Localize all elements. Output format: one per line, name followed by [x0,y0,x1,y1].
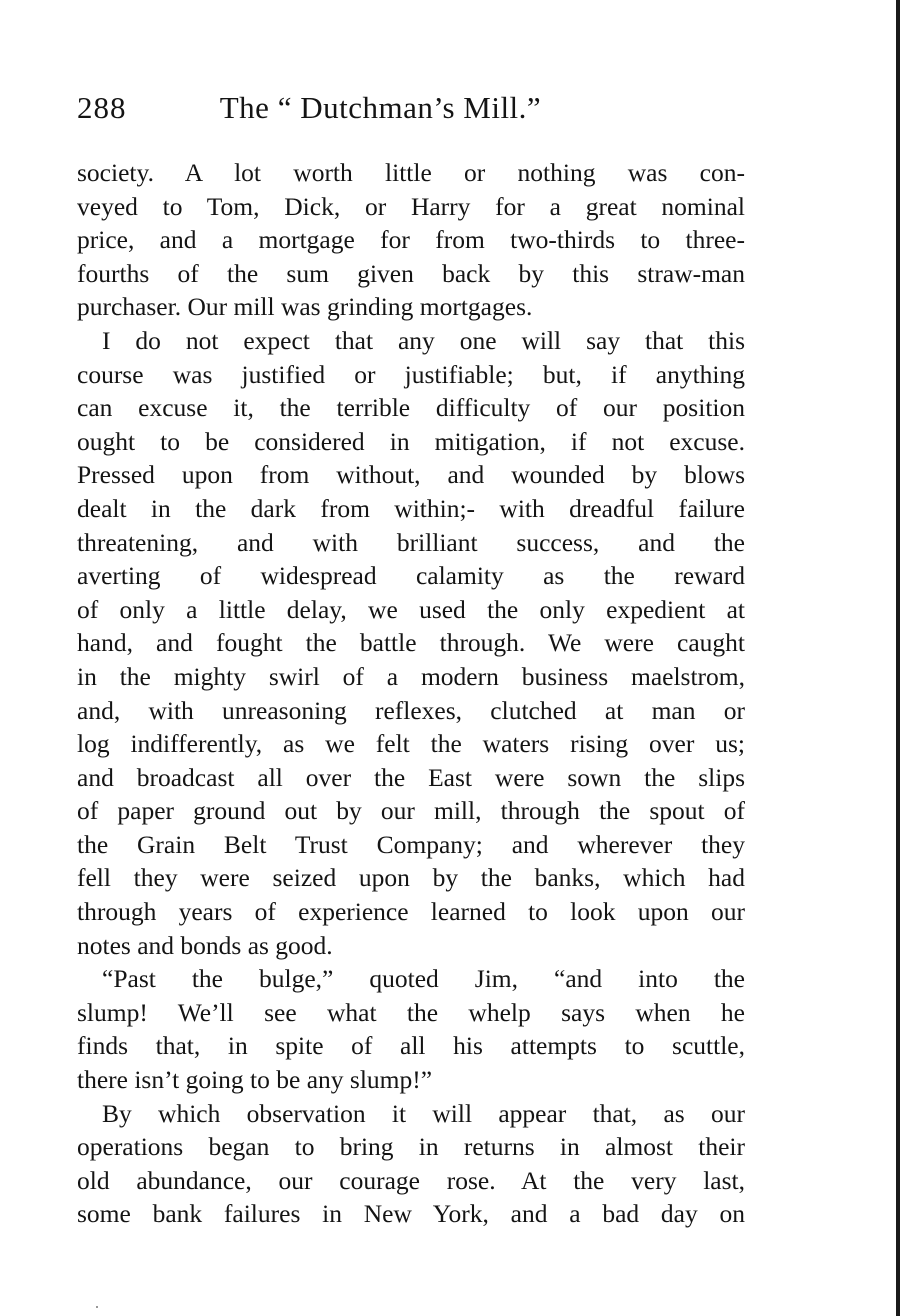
text-line: there isn’t going to be any slump!” [77,1065,433,1095]
text-line: dealt in the dark from within;- with dreadful failure [77,493,745,523]
scan-speck [96,1306,98,1308]
text-line: fourths of the sum given back by this straw-man [77,258,745,288]
text-line: through years of experience learned to look upon our [77,897,745,927]
text-line: of paper ground out by our mill, through the spout of [77,796,745,826]
text-line: veyed to Tom, Dick, or Harry for a great nominal [77,191,745,221]
text-line: hand, and fought the battle through. We were caught [77,628,745,658]
text-line: and broadcast all over the East were sown the slips [77,762,745,792]
text-line: fell they were seized upon by the banks, which had [77,863,745,893]
body-text [77,156,745,1231]
running-title: The “ Dutchman’s Mill.” [219,90,542,125]
text-line: in the mighty swirl of a modern business maelstrom, [77,661,745,691]
text-line: I do not expect that any one will say that this [102,325,745,355]
text-line: Pressed upon from without, and wounded by blows [77,460,745,490]
text-line: society. A lot worth little or nothing was con- [77,158,745,187]
text-line: can excuse it, the terrible difficulty of our position [77,393,745,423]
text-line: the Grain Belt Trust Company; and wherever they [77,829,745,859]
text-line: price, and a mortgage for from two-thirds to three- [77,225,745,255]
scan-edge-border [896,0,900,1316]
text-line: finds that, in spite of all his attempts to scuttle, [77,1031,745,1061]
text-line: old abundance, our courage rose. At the very last, [77,1165,745,1195]
text-line: threatening, and with brilliant success, and the [77,527,745,557]
page-header [77,86,637,130]
text-line: ought to be considered in mitigation, if not excuse. [77,426,745,456]
text-line: course was justified or justifiable; but, if anything [77,359,745,389]
text-line: slump! We’ll see what the whelp says when he [77,997,745,1027]
text-line: purchaser. Our mill was grinding mortgages. [77,292,533,322]
page-number: 288 [77,90,127,125]
text-line: averting of widespread calamity as the reward [77,561,745,591]
text-line: operations began to bring in returns in almost their [77,1132,745,1162]
text-line: “Past the bulge,” quoted Jim, “and into the [102,964,745,994]
text-line: log indifferently, as we felt the waters rising over us; [77,729,745,759]
text-line: of only a little delay, we used the only expedient at [77,594,745,624]
text-line: some bank failures in New York, and a bad day on [77,1199,745,1229]
text-line: and, with unreasoning reflexes, clutched at man or [77,695,745,725]
text-line: By which observation it will appear that, as our [102,1098,745,1128]
text-line: notes and bonds as good. [77,930,333,960]
